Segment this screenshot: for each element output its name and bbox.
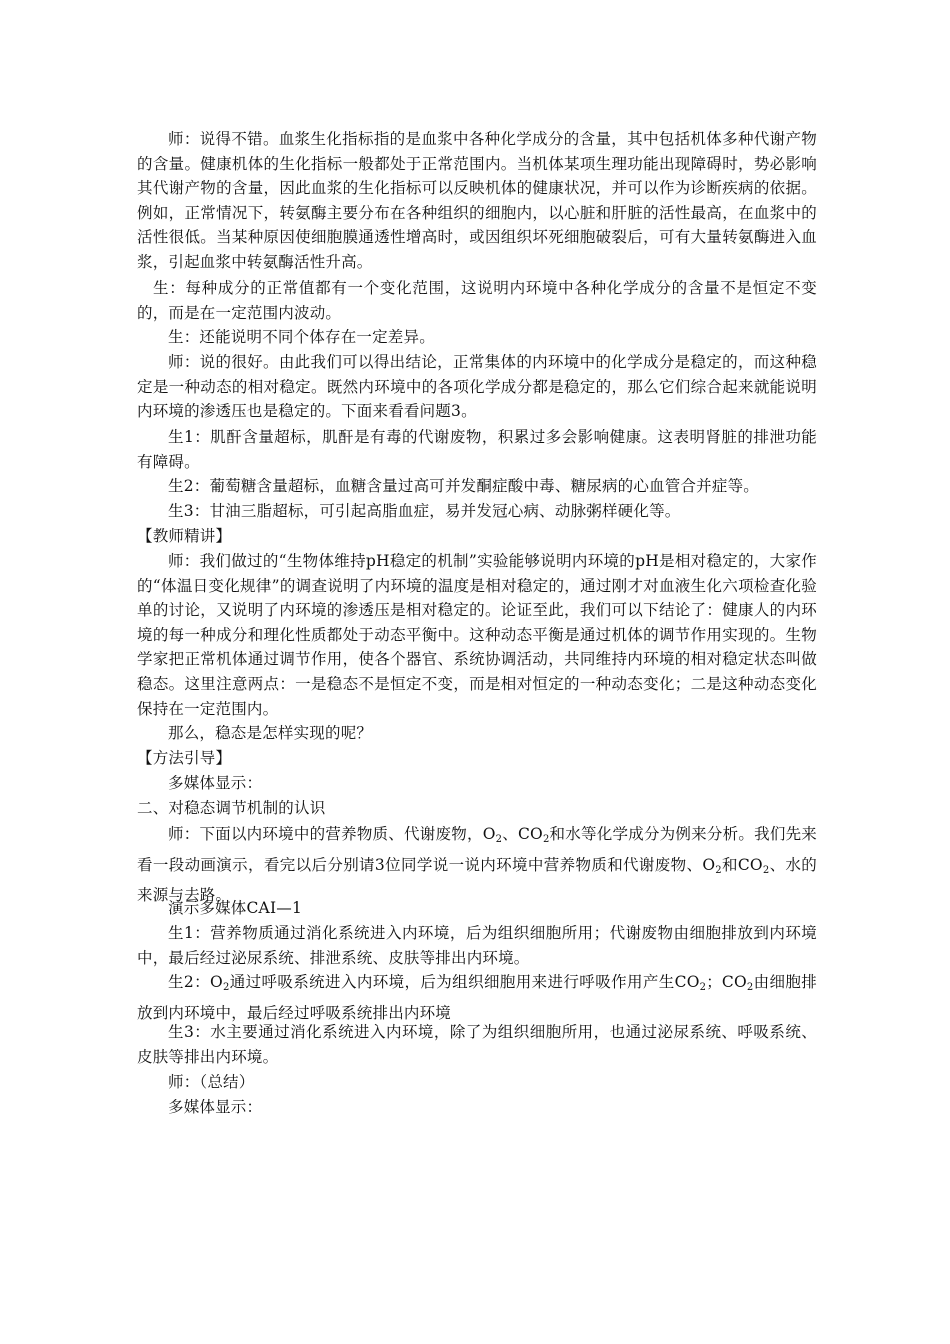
paragraph-multimedia-2: 多媒体显示： xyxy=(168,1098,263,1116)
paragraph-teacher-analysis: 师：下面以内环境中的营养物质、代谢废物，$O_2$、$CO_2$和水等化学成分为例来分析。我们先来看一段动画演示，看完以后分别请3位同学说一说内环境中营养物质和代谢废物、$O_2$和$CO_2$、水的来源与去路。 xyxy=(137,825,818,905)
paragraph-student-range: 生：每种成分的正常值都有一个变化范围，这说明内环境中各种化学成分的含量不是恒定不变的，而是在一定范围内波动。 xyxy=(137,279,817,322)
paragraph-multimedia-1: 多媒体显示： xyxy=(168,774,263,792)
paragraph-student1-creatinine: 生1：肌酐含量超标，肌酐是有毒的代谢废物，积累过多会影响健康。这表明肾脏的排泄功能有障碍。 xyxy=(137,428,817,471)
paragraph-teacher-homeostasis: 师：我们做过的“生物体维持pH稳定的机制”实验能够说明内环境的pH是相对稳定的，大家作的“体温日变化规律”的调查说明了内环境的温度是相对稳定的，通过刚才对血液生化六项检查化验单的讨论，又说明了内环境的渗透压是相对稳定的。论证至此，我们可以下结论了：健康人的内环境的每一种成分和理化性质都处于动态平衡中。这种动态平衡是通过机体的调节作用实现的。生物学家把正常机体通过调节作用，使各个器官、系统协调活动，共同维持内环境的相对稳定状态叫做稳态。这里注意两点：一是稳态不是恒定不变，而是相对恒定的一种动态变化；二是这种动态变化保持在一定范围内。 xyxy=(137,552,817,718)
paragraph-cai-demo: 演示多媒体CAI—1 xyxy=(168,899,303,917)
paragraph-question: 那么，稳态是怎样实现的呢？ xyxy=(168,724,373,742)
heading-method-guide: 【方法引导】 xyxy=(137,749,232,767)
paragraph-teacher-biochem: 师：说得不错。血浆生化指标指的是血浆中各种化学成分的含量，其中包括机体多种代谢产物的含量。健康机体的生化指标一般都处于正常范围内。当机体某项生理功能出现障碍时，势必影响其代谢产物的含量，因此血浆的生化指标可以反映机体的健康状况，并可以作为诊断疾病的依据。例如，正常情况下，转氨酶主要分布在各种组织的细胞内，以心脏和肝脏的活性最高，在血浆中的活性很低。当某种原因使细胞膜通透性增高时，或因组织坏死细胞破裂后，可有大量转氨酶进入血浆，引起血浆中转氨酶活性升高。 xyxy=(137,130,817,271)
paragraph-teacher-summary: 师：（总结） xyxy=(168,1073,255,1091)
paragraph-student2-oxygen: 生2：$O_2$通过呼吸系统进入内环境，后为组织细胞用来进行呼吸作用产生$CO_2$；$CO_2$由细胞排放到内环境中，最后经过呼吸系统排出内环境 xyxy=(137,973,817,1022)
paragraph-student-difference: 生：还能说明不同个体存在一定差异。 xyxy=(168,328,435,346)
heading-section-two: 二、对稳态调节机制的认识 xyxy=(137,799,326,817)
paragraph-student2-glucose: 生2：葡萄糖含量超标，血糖含量过高可并发酮症酸中毒、糖尿病的心血管合并症等。 xyxy=(168,477,759,495)
paragraph-student3-triglyceride: 生3：甘油三脂超标，可引起高脂血症，易并发冠心病、动脉粥样硬化等。 xyxy=(168,502,681,520)
paragraph-student3-water: 生3：水主要通过消化系统进入内环境，除了为组织细胞所用，也通过泌尿系统、呼吸系统、皮肤等排出内环境。 xyxy=(137,1023,817,1066)
paragraph-student1-nutrients: 生1：营养物质通过消化系统进入内环境，后为组织细胞所用；代谢废物由细胞排放到内环境中，最后经过泌尿系统、排泄系统、皮肤等排出内环境。 xyxy=(137,924,817,967)
paragraph-teacher-conclusion: 师：说的很好。由此我们可以得出结论，正常集体的内环境中的化学成分是稳定的，而这种稳定是一种动态的相对稳定。既然内环境中的各项化学成分都是稳定的，那么它们综合起来就能说明内环境的渗透压也是稳定的。下面来看看问题3。 xyxy=(137,353,817,421)
heading-teacher-lecture: 【教师精讲】 xyxy=(137,527,232,545)
